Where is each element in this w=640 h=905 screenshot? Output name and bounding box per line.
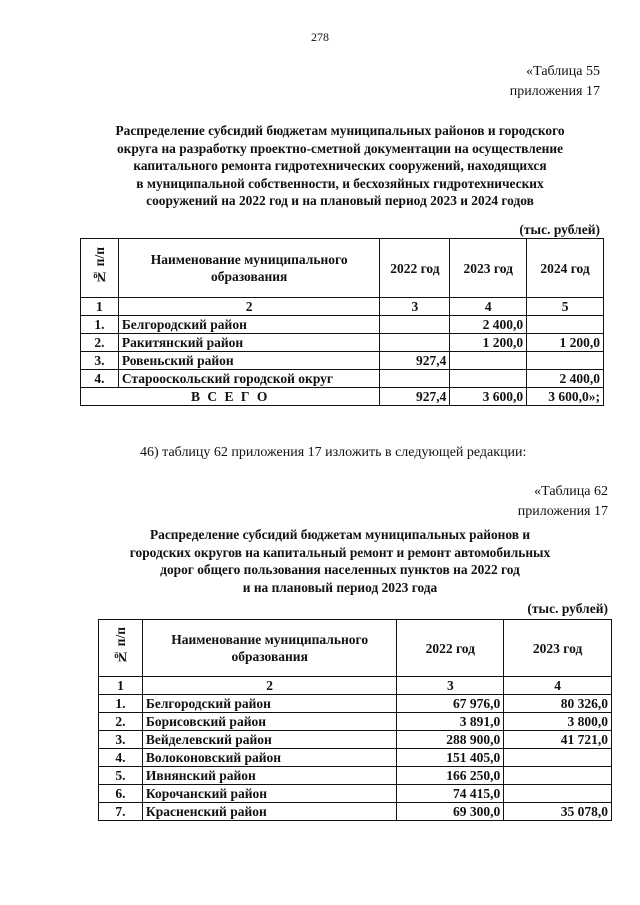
- table55-colnum: 1: [81, 298, 119, 316]
- table62: [98, 619, 612, 821]
- table55-colnum: 2: [118, 298, 380, 316]
- table55-title-line: округа на разработку проектно-сметной документации на осуществление: [116, 140, 564, 156]
- table62-header-num: № п/п: [99, 620, 143, 677]
- table62-colnum: 2: [142, 677, 397, 695]
- row-2024: 1 200,0: [527, 334, 604, 352]
- table62-reference: [518, 482, 608, 522]
- total-label: В С Е Г О: [81, 388, 380, 406]
- instruction-text: 46) таблицу 62 приложения 17 изложить в следующей редакции:: [140, 445, 527, 460]
- row-name: Волоконовский район: [142, 749, 397, 767]
- table-row: [99, 785, 612, 803]
- row-name: Ивнянский район: [142, 767, 397, 785]
- table62-header-row: [99, 620, 612, 677]
- row-num: 2.: [99, 713, 143, 731]
- row-2022: 151 405,0: [397, 749, 504, 767]
- total-2023: 3 600,0: [450, 388, 527, 406]
- row-2022: 288 900,0: [397, 731, 504, 749]
- row-2022: 74 415,0: [397, 785, 504, 803]
- table-row: [99, 767, 612, 785]
- row-num: 4.: [81, 370, 119, 388]
- row-2022: [380, 370, 450, 388]
- table62-title: [100, 526, 580, 596]
- row-num: 6.: [99, 785, 143, 803]
- row-name: Корочанский район: [142, 785, 397, 803]
- table55-title-line: сооружений на 2022 год и на плановый период 2023 и 2024 годов: [146, 193, 534, 208]
- table-row: [81, 334, 604, 352]
- row-2023: [450, 352, 527, 370]
- row-num: 5.: [99, 767, 143, 785]
- table62-title-line: и на плановый период 2023 года: [242, 579, 438, 595]
- table55-header-2024: 2024 год: [527, 239, 604, 298]
- row-2023: [450, 370, 527, 388]
- table55-ref-line2: приложения 17: [509, 84, 600, 99]
- row-2022: 3 891,0: [397, 713, 504, 731]
- table55-units: (тыс. рублей): [519, 222, 600, 237]
- row-name: Вейделевский район: [142, 731, 397, 749]
- table-row: [81, 370, 604, 388]
- row-name: Борисовский район: [142, 713, 397, 731]
- table62-colnum-row: [99, 677, 612, 695]
- row-name: Белгородский район: [118, 316, 380, 334]
- table55-colnum: 5: [527, 298, 604, 316]
- row-name: Ракитянский район: [118, 334, 380, 352]
- row-2023: 1 200,0: [450, 334, 527, 352]
- table55-title: [70, 122, 610, 210]
- row-2022: [380, 316, 450, 334]
- table-row: [99, 731, 612, 749]
- table62-header-name: Наименование муниципального образования: [142, 620, 397, 677]
- row-num: 7.: [99, 803, 143, 821]
- table62-ref-line1: «Таблица 62: [534, 484, 608, 499]
- row-2022: 67 976,0: [397, 695, 504, 713]
- row-2022: 927,4: [380, 352, 450, 370]
- row-2024: [527, 316, 604, 334]
- row-name: Белгородский район: [142, 695, 397, 713]
- row-2023: [504, 785, 612, 803]
- row-num: 1.: [81, 316, 119, 334]
- row-num: 3.: [99, 731, 143, 749]
- row-2023: 2 400,0: [450, 316, 527, 334]
- table55-header-2022: 2022 год: [380, 239, 450, 298]
- table-row: [99, 749, 612, 767]
- row-2023: 3 800,0: [504, 713, 612, 731]
- row-2024: 2 400,0: [527, 370, 604, 388]
- table55-total-row: [81, 388, 604, 406]
- total-2022: 927,4: [380, 388, 450, 406]
- row-2023: 41 721,0: [504, 731, 612, 749]
- row-num: 3.: [81, 352, 119, 370]
- table55-reference: [510, 62, 600, 102]
- table55-header-num: № п/п: [81, 239, 119, 298]
- row-2024: [527, 352, 604, 370]
- row-name: Ровеньский район: [118, 352, 380, 370]
- table55-colnum: 4: [450, 298, 527, 316]
- table55-title-line: Распределение субсидий бюджетам муниципальных районов и городского: [115, 123, 565, 138]
- table55-header-name: Наименование муниципального образования: [118, 239, 380, 298]
- row-num: 1.: [99, 695, 143, 713]
- table55-ref-line1: «Таблица 55: [526, 64, 600, 79]
- row-2023: 35 078,0: [504, 803, 612, 821]
- table55-title-line: капитального ремонта гидротехнических сооружений, находящихся: [133, 158, 547, 173]
- table55-colnum-row: [81, 298, 604, 316]
- table-row: [99, 695, 612, 713]
- row-name: Старооскольский городской округ: [118, 370, 380, 388]
- table62-units: (тыс. рублей): [527, 601, 608, 616]
- table55-header-row: [81, 239, 604, 298]
- table62-colnum: 1: [99, 677, 143, 695]
- table62-ref-line2: приложения 17: [517, 504, 608, 519]
- table62-colnum: 3: [397, 677, 504, 695]
- table62-title-line: Распределение субсидий бюджетам муниципальных районов и: [149, 527, 531, 542]
- table62-header-2022: 2022 год: [397, 620, 504, 677]
- table-row: [99, 803, 612, 821]
- page-number: 278: [311, 30, 329, 44]
- row-name: Красненский район: [142, 803, 397, 821]
- total-2024: 3 600,0»;: [527, 388, 604, 406]
- row-2022: [380, 334, 450, 352]
- table-row: [81, 352, 604, 370]
- table-row: [99, 713, 612, 731]
- table55-colnum: 3: [380, 298, 450, 316]
- table-row: [81, 316, 604, 334]
- table55-header-2023: 2023 год: [450, 239, 527, 298]
- row-2022: 166 250,0: [397, 767, 504, 785]
- row-2022: 69 300,0: [397, 803, 504, 821]
- table55-title-line: в муниципальной собственности, и бесхозяйных гидротехнических: [136, 175, 544, 191]
- table62-header-2023: 2023 год: [504, 620, 612, 677]
- row-2023: 80 326,0: [504, 695, 612, 713]
- table62-title-line: дорог общего пользования населенных пунктов на 2022 год: [160, 562, 520, 577]
- table62-title-line: городских округов на капитальный ремонт и ремонт автомобильных: [129, 544, 551, 560]
- table62-colnum: 4: [504, 677, 612, 695]
- row-num: 4.: [99, 749, 143, 767]
- table55: [80, 238, 604, 406]
- row-2023: [504, 749, 612, 767]
- row-num: 2.: [81, 334, 119, 352]
- row-2023: [504, 767, 612, 785]
